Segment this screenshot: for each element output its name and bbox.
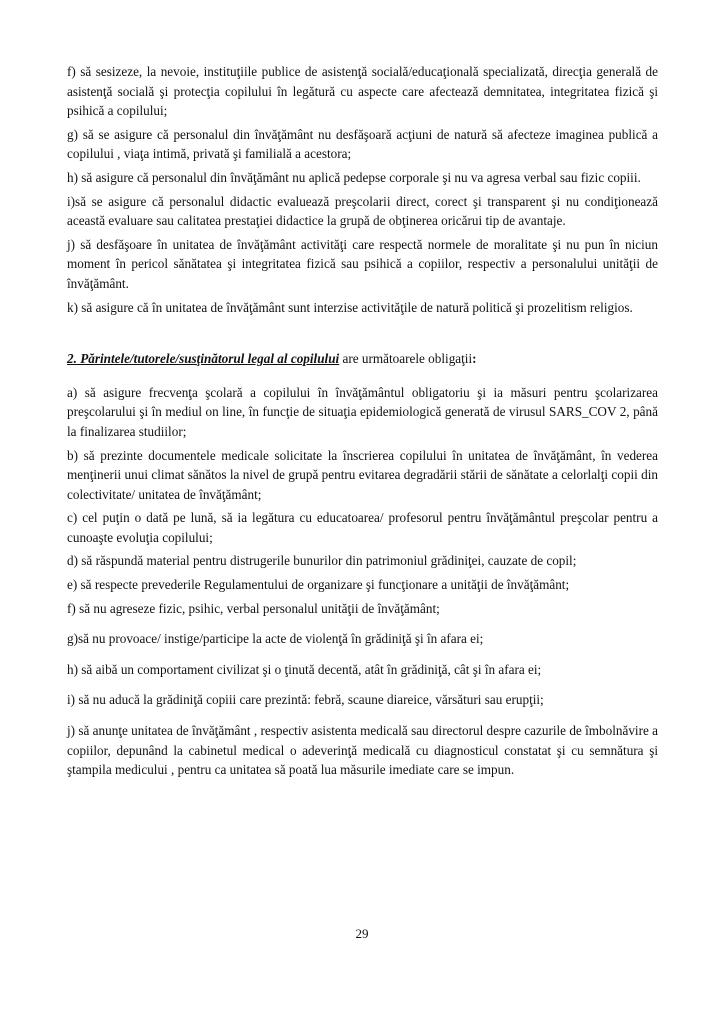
section-1 [67,62,658,317]
section-2-heading-colon: : [472,351,477,367]
list-item: g) să se asigure că personalul din învăţământ nu desfăşoară acţiuni de natură să afecteze imaginea publică a copilului , viaţa intimă, privată şi familială a acestora; [67,126,658,162]
list-item: h) să asigure că personalul din învăţământ nu aplică pedepse corporale şi nu va agresa verbal sau fizic copiii. [67,169,641,185]
list-item: i) să nu aducă la grădiniţă copiii care prezintă: febră, scaune diareice, vărsături sau erupţii; [67,692,544,708]
list-item: b) să prezinte documentele medicale solicitate la înscrierea copilului în unitatea de învăţământ, în vederea menţinerii unui climat sănătos la nivel de grupă pentru evitarea degradării stării de sănătate a celorlalţi copii din colectivitate/ unitatea de învăţământ; [67,447,658,502]
list-item: j) să anunţe unitatea de învăţământ , respectiv asistenta medicală sau directorul despre cazurile de îmbolnăvire a copiilor, depunând la cabinetul medical o adeverinţă medicală cu diagnosticul constatat şi cu semnătura şi ştampila medicului , pentru ca unitatea să poată lua măsurile imediate care se impun. [67,723,658,778]
section-2-heading [67,349,658,369]
list-item: h) să aibă un comportament civilizat şi o ţinută decentă, atât în grădiniţă, cât şi în afara ei; [67,661,542,677]
list-item: d) să răspundă material pentru distrugerile bunurilor din patrimoniul grădiniţei, cauzate de copil; [67,553,577,569]
list-item: f) să sesizeze, la nevoie, instituţiile publice de asistenţă socială/educaţională specializată, direcţia generală de asistenţă socială şi protecţia copilului în legătură cu aspecte care afectează demnitatea, integritatea fizică şi psihică a copilului; [67,64,658,119]
list-item: j) să desfăşoare în unitatea de învăţământ activităţi care respectă normele de moralitate şi nu pun în niciun moment în pericol sănătatea şi integritatea fizică sau psihică a copiilor, respectiv a personalului unităţii de învăţământ. [67,236,658,291]
page-number: 29 [355,926,369,941]
section-2-heading-rest: are următoarele obligaţii [339,351,473,367]
list-item: e) să respecte prevederile Regulamentului de organizare şi funcţionare a unităţii de învăţământ; [67,577,570,593]
section-2-heading-bold: 2. Părintele/tutorele/susţinătorul legal al copilului [67,351,340,367]
list-item: k) să asigure că în unitatea de învăţământ sunt interzise activităţile de natură politică şi prozelitism religios. [67,299,633,315]
list-item: a) să asigure frecvenţa şcolară a copilului în învăţământul obligatoriu şi ia măsuri pentru şcolarizarea preşcolarului şi în mediul on line, în funcţie de situaţia epidemiologică generată de virusul SARS_COV 2, până la finalizarea studiilor; [67,384,658,439]
list-item: f) să nu agreseze fizic, psihic, verbal personalul unităţii de învăţământ; [67,600,440,616]
list-item: g)să nu provoace/ instige/participe la acte de violenţă în grădiniţă şi în afara ei; [67,631,484,647]
list-item: i)să se asigure că personalul didactic evaluează preşcolarii direct, corect şi transparent şi nu condiţionează această evaluare sau calitatea prestaţiei didactice la grupă de obţinerea oricărui tip de avantaje. [67,193,658,229]
list-item: c) cel puţin o dată pe lună, să ia legătura cu educatoarea/ profesorul pentru învăţământul preşcolar pentru a cunoaşte evoluţia copilului; [67,510,658,545]
section-2 [67,383,658,780]
